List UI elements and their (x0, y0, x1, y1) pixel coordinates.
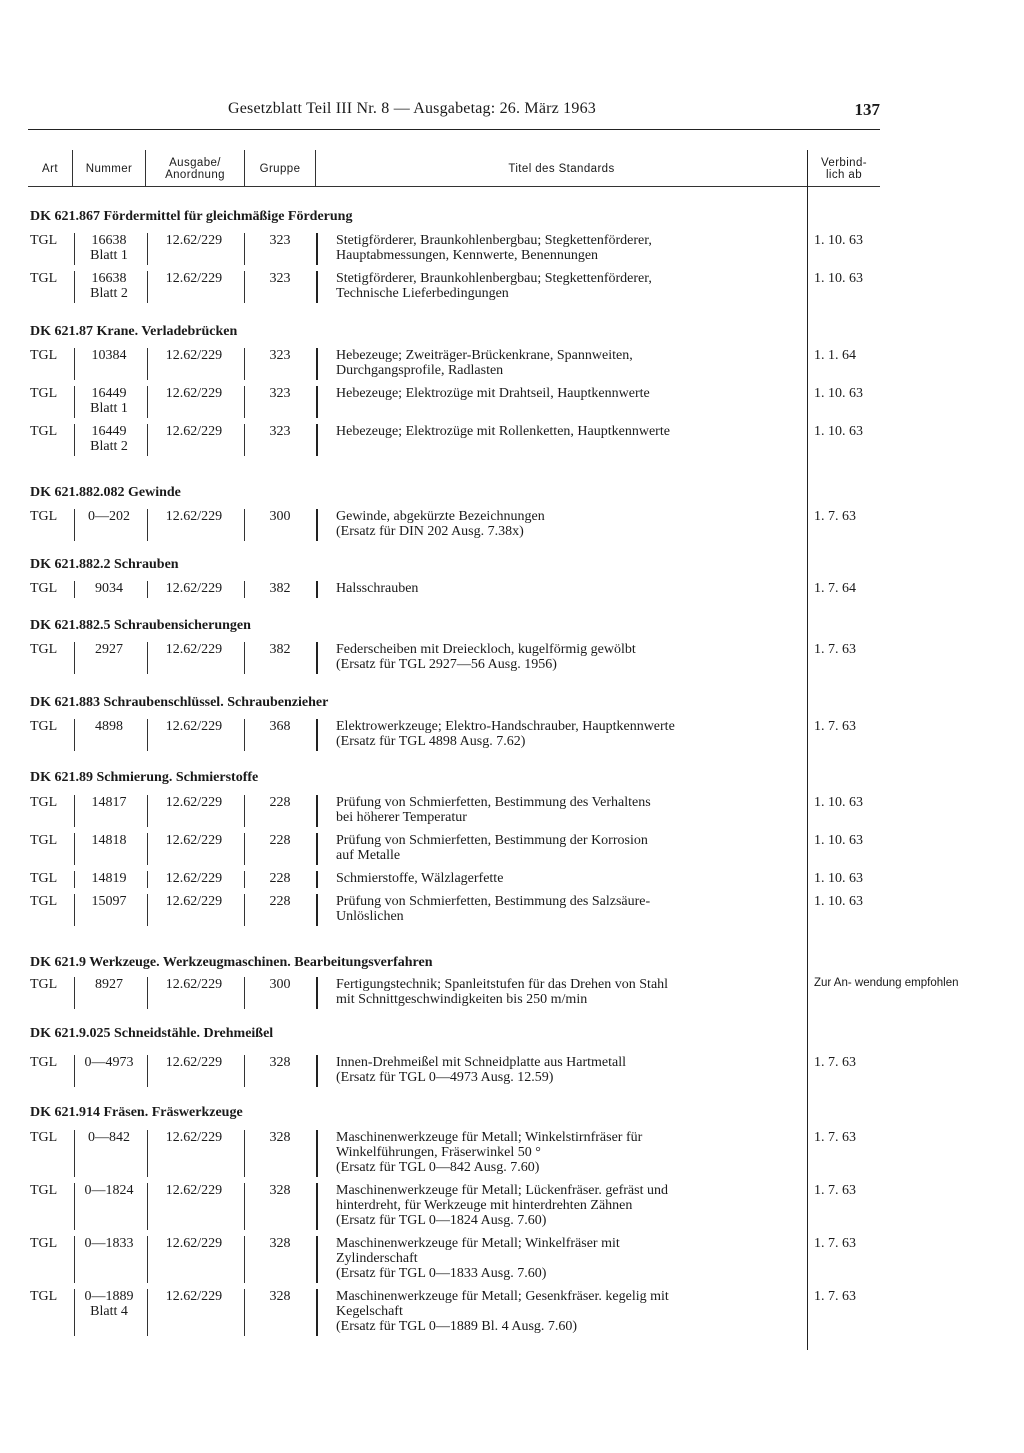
cell-verbindlich: 1. 10. 63 (814, 871, 863, 886)
section-heading: DK 621.9 Werkzeuge. Werkzeugmaschinen. Bearbeitungsverfahren (30, 955, 433, 970)
cell-titel: Stetigförderer, Braunkohlenbergbau; Stegkettenförderer, Technische Lieferbedingungen (336, 271, 652, 301)
column-divider (316, 581, 318, 598)
column-divider (74, 424, 75, 456)
gazette-title: Gesetzblatt Teil III Nr. 8 — Ausgabetag: 26. März 1963 (228, 100, 596, 117)
cell-titel: Prüfung von Schmierfetten, Bestimmung des Salzsäure- Unlöslichen (336, 894, 651, 924)
cell-ausgabe: 12.62/229 (165, 509, 223, 524)
cell-verbindlich: 1. 10. 63 (814, 233, 863, 248)
date-column-rule (807, 150, 808, 1350)
cell-art: TGL (30, 833, 58, 848)
cell-verbindlich: 1. 7. 63 (814, 642, 856, 657)
cell-verbindlich: Zur An- wendung empfohlen (814, 977, 959, 989)
cell-gruppe: 228 (269, 894, 291, 909)
cell-nummer: 0—4973 (84, 1055, 134, 1070)
cell-ausgabe: 12.62/229 (165, 1130, 223, 1145)
cell-art: TGL (30, 1183, 58, 1198)
header-bottom-rule (28, 186, 880, 187)
cell-titel: Hebezeuge; Elektrozüge mit Drahtseil, Hauptkennwerte (336, 386, 650, 401)
cell-art: TGL (30, 424, 58, 439)
column-divider (316, 509, 318, 541)
page-number: 137 (854, 100, 880, 119)
cell-titel: Elektrowerkzeuge; Elektro-Handschrauber, Hauptkennwerte (Ersatz für TGL 4898 Ausg. 7.62) (336, 719, 675, 749)
column-header-art: Art (42, 163, 58, 175)
column-divider (316, 348, 318, 380)
cell-titel: Halsschrauben (336, 581, 419, 596)
section-heading: DK 621.89 Schmierung. Schmierstoffe (30, 770, 259, 785)
column-divider (244, 233, 245, 265)
cell-gruppe: 328 (269, 1055, 291, 1070)
column-divider (147, 1130, 148, 1177)
column-divider (147, 509, 148, 541)
cell-art: TGL (30, 1130, 58, 1145)
column-divider (74, 386, 75, 418)
column-divider (244, 977, 245, 1009)
cell-nummer: 8927 (95, 977, 123, 992)
column-divider (147, 233, 148, 265)
cell-nummer: 16638 Blatt 2 (90, 271, 128, 301)
column-divider (244, 386, 245, 418)
header-rule (28, 129, 880, 130)
cell-verbindlich: 1. 10. 63 (814, 833, 863, 848)
cell-titel: Hebezeuge; Zweiträger-Brückenkrane, Spannweiten, Durchgangsprofile, Radlasten (336, 348, 633, 378)
cell-titel: Maschinenwerkzeuge für Metall; Winkelstirnfräser für Winkelführungen, Fräserwinkel 50 ° (Ersatz für TGL 0—842 Ausg. 7.60) (336, 1130, 643, 1175)
cell-verbindlich: 1. 7. 63 (814, 1130, 856, 1145)
column-divider (74, 1130, 75, 1177)
cell-ausgabe: 12.62/229 (165, 871, 223, 886)
column-divider (244, 271, 245, 303)
cell-art: TGL (30, 271, 58, 286)
column-divider (244, 1236, 245, 1283)
cell-nummer: 9034 (95, 581, 123, 596)
cell-verbindlich: 1. 7. 63 (814, 719, 856, 734)
cell-gruppe: 368 (269, 719, 291, 734)
column-divider (147, 424, 148, 456)
cell-nummer: 16449 Blatt 2 (90, 424, 128, 454)
column-header-ausgabe: Ausgabe/ Anordnung (165, 157, 225, 181)
column-divider (147, 271, 148, 303)
cell-ausgabe: 12.62/229 (165, 719, 223, 734)
cell-gruppe: 323 (269, 424, 291, 439)
column-divider (244, 642, 245, 674)
cell-art: TGL (30, 1236, 58, 1251)
column-divider (147, 1055, 148, 1087)
cell-gruppe: 323 (269, 233, 291, 248)
cell-nummer: 4898 (95, 719, 123, 734)
column-divider (74, 1183, 75, 1230)
cell-nummer: 14818 (91, 833, 127, 848)
cell-gruppe: 382 (269, 581, 291, 596)
column-divider (147, 1289, 148, 1336)
column-divider (316, 1183, 318, 1230)
column-divider (74, 1289, 75, 1336)
column-divider (316, 1055, 318, 1087)
cell-ausgabe: 12.62/229 (165, 977, 223, 992)
cell-titel: Schmierstoffe, Wälzlagerfette (336, 871, 504, 886)
cell-nummer: 0—202 (88, 509, 130, 524)
column-divider (316, 271, 318, 303)
column-divider (244, 581, 245, 598)
cell-gruppe: 300 (269, 509, 291, 524)
cell-gruppe: 323 (269, 348, 291, 363)
cell-titel: Prüfung von Schmierfetten, Bestimmung der Korrosion auf Metalle (336, 833, 648, 863)
cell-titel: Maschinenwerkzeuge für Metall; Lückenfräser. gefräst und hinterdreht, für Werkzeuge mit hinterdrehten Zähnen (Ersatz für TGL 0—1824 Ausg. 7.60) (336, 1183, 668, 1228)
cell-gruppe: 300 (269, 977, 291, 992)
cell-verbindlich: 1. 10. 63 (814, 894, 863, 909)
section-heading: DK 621.883 Schraubenschlüssel. Schraubenzieher (30, 695, 329, 710)
cell-ausgabe: 12.62/229 (165, 1236, 223, 1251)
cell-art: TGL (30, 386, 58, 401)
cell-titel: Maschinenwerkzeuge für Metall; Winkelfräser mit Zylinderschaft (Ersatz für TGL 0—1833 Ausg. 7.60) (336, 1236, 620, 1281)
cell-nummer: 16449 Blatt 1 (90, 386, 128, 416)
cell-nummer: 0—1833 (84, 1236, 134, 1251)
column-divider (244, 1130, 245, 1177)
column-divider (316, 894, 318, 926)
cell-nummer: 0—1889 Blatt 4 (84, 1289, 134, 1319)
cell-titel: Gewinde, abgekürzte Bezeichnungen (Ersatz für DIN 202 Ausg. 7.38x) (336, 509, 545, 539)
cell-gruppe: 323 (269, 386, 291, 401)
cell-gruppe: 228 (269, 871, 291, 886)
column-divider (147, 348, 148, 380)
column-divider (316, 424, 318, 456)
column-divider (74, 833, 75, 865)
cell-titel: Fertigungstechnik; Spanleitstufen für das Drehen von Stahl mit Schnittgeschwindigkeiten bis 250 m/min (336, 977, 669, 1007)
column-divider (74, 509, 75, 541)
column-divider (74, 894, 75, 926)
cell-art: TGL (30, 1289, 58, 1304)
cell-gruppe: 228 (269, 795, 291, 810)
cell-ausgabe: 12.62/229 (165, 795, 223, 810)
cell-nummer: 14819 (91, 871, 127, 886)
cell-ausgabe: 12.62/229 (165, 424, 223, 439)
column-divider (316, 977, 318, 1009)
cell-verbindlich: 1. 7. 63 (814, 509, 856, 524)
column-divider (147, 386, 148, 418)
column-divider (74, 348, 75, 380)
column-divider (74, 1055, 75, 1087)
column-divider (74, 581, 75, 598)
column-divider (147, 795, 148, 827)
cell-titel: Prüfung von Schmierfetten, Bestimmung des Verhaltens bei höherer Temperatur (336, 795, 651, 825)
column-header-nummer: Nummer (85, 163, 133, 175)
column-divider (244, 871, 245, 888)
section-heading: DK 621.87 Krane. Verladebrücken (30, 324, 238, 339)
cell-titel: Stetigförderer, Braunkohlenbergbau; Stegkettenförderer, Hauptabmessungen, Kennwerte, Benennungen (336, 233, 652, 263)
cell-verbindlich: 1. 10. 63 (814, 271, 863, 286)
cell-art: TGL (30, 871, 58, 886)
cell-titel: Maschinenwerkzeuge für Metall; Gesenkfräser. kegelig mit Kegelschaft (Ersatz für TGL 0—1889 Bl. 4 Ausg. 7.60) (336, 1289, 669, 1334)
page-header (28, 100, 880, 124)
cell-ausgabe: 12.62/229 (165, 386, 223, 401)
column-divider (244, 509, 245, 541)
cell-verbindlich: 1. 7. 64 (814, 581, 856, 596)
cell-art: TGL (30, 719, 58, 734)
cell-nummer: 0—842 (88, 1130, 130, 1145)
column-divider (316, 1130, 318, 1177)
column-divider (74, 271, 75, 303)
column-divider (244, 348, 245, 380)
column-divider (147, 894, 148, 926)
cell-ausgabe: 12.62/229 (165, 581, 223, 596)
cell-ausgabe: 12.62/229 (165, 348, 223, 363)
cell-nummer: 2927 (95, 642, 123, 657)
cell-gruppe: 382 (269, 642, 291, 657)
cell-ausgabe: 12.62/229 (165, 1289, 223, 1304)
column-divider (74, 1236, 75, 1283)
cell-nummer: 16638 Blatt 1 (90, 233, 128, 263)
cell-verbindlich: 1. 1. 64 (814, 348, 856, 363)
section-heading: DK 621.882.2 Schrauben (30, 557, 179, 572)
column-divider (147, 1183, 148, 1230)
column-divider (147, 642, 148, 674)
column-header-gruppe: Gruppe (259, 163, 301, 175)
cell-titel: Hebezeuge; Elektrozüge mit Rollenketten, Hauptkennwerte (336, 424, 670, 439)
column-divider (74, 642, 75, 674)
cell-ausgabe: 12.62/229 (165, 1183, 223, 1198)
column-divider (244, 833, 245, 865)
column-divider (74, 719, 75, 751)
cell-gruppe: 228 (269, 833, 291, 848)
cell-art: TGL (30, 642, 58, 657)
column-divider (316, 833, 318, 865)
column-divider (316, 1289, 318, 1336)
cell-nummer: 0—1824 (84, 1183, 134, 1198)
column-divider (316, 1236, 318, 1283)
column-divider (244, 1289, 245, 1336)
cell-ausgabe: 12.62/229 (165, 642, 223, 657)
cell-verbindlich: 1. 7. 63 (814, 1236, 856, 1251)
cell-gruppe: 328 (269, 1236, 291, 1251)
column-divider (244, 894, 245, 926)
column-divider (147, 581, 148, 598)
section-heading: DK 621.9.025 Schneidstähle. Drehmeißel (30, 1026, 274, 1041)
column-divider (244, 424, 245, 456)
cell-gruppe: 323 (269, 271, 291, 286)
cell-ausgabe: 12.62/229 (165, 1055, 223, 1070)
column-header-verbindlich: Verbind- lich ab (820, 157, 868, 181)
cell-gruppe: 328 (269, 1289, 291, 1304)
column-header-titel: Titel des Standards (508, 163, 615, 175)
column-divider (244, 1055, 245, 1087)
column-divider (316, 233, 318, 265)
cell-art: TGL (30, 795, 58, 810)
section-heading: DK 621.882.5 Schraubensicherungen (30, 618, 251, 633)
column-divider (74, 233, 75, 265)
cell-verbindlich: 1. 7. 63 (814, 1055, 856, 1070)
column-divider (147, 1236, 148, 1283)
cell-art: TGL (30, 1055, 58, 1070)
cell-verbindlich: 1. 7. 63 (814, 1289, 856, 1304)
cell-verbindlich: 1. 7. 63 (814, 1183, 856, 1198)
column-divider (147, 977, 148, 1009)
column-divider (244, 1183, 245, 1230)
cell-ausgabe: 12.62/229 (165, 894, 223, 909)
column-divider (147, 871, 148, 888)
column-divider (74, 977, 75, 1009)
cell-ausgabe: 12.62/229 (165, 833, 223, 848)
cell-art: TGL (30, 233, 58, 248)
cell-verbindlich: 1. 10. 63 (814, 424, 863, 439)
cell-verbindlich: 1. 10. 63 (814, 386, 863, 401)
section-heading: DK 621.914 Fräsen. Fräswerkzeuge (30, 1105, 243, 1120)
cell-titel: Innen-Drehmeißel mit Schneidplatte aus Hartmetall (Ersatz für TGL 0—4973 Ausg. 12.59) (336, 1055, 627, 1085)
column-divider (316, 795, 318, 827)
column-divider (244, 795, 245, 827)
cell-art: TGL (30, 348, 58, 363)
cell-nummer: 10384 (91, 348, 127, 363)
column-divider (316, 386, 318, 418)
cell-verbindlich: 1. 10. 63 (814, 795, 863, 810)
cell-gruppe: 328 (269, 1130, 291, 1145)
column-divider (316, 719, 318, 751)
cell-art: TGL (30, 977, 58, 992)
section-heading: DK 621.867 Fördermittel für gleichmäßige Förderung (30, 209, 353, 224)
column-divider (147, 833, 148, 865)
column-divider (316, 871, 318, 888)
column-divider (244, 719, 245, 751)
cell-art: TGL (30, 894, 58, 909)
cell-titel: Federscheiben mit Dreieckloch, kugelförmig gewölbt (Ersatz für TGL 2927—56 Ausg. 1956) (336, 642, 636, 672)
cell-art: TGL (30, 581, 58, 596)
cell-ausgabe: 12.62/229 (165, 271, 223, 286)
column-divider (74, 871, 75, 888)
column-divider (147, 719, 148, 751)
cell-nummer: 15097 (91, 894, 127, 909)
column-divider (74, 795, 75, 827)
cell-ausgabe: 12.62/229 (165, 233, 223, 248)
column-divider (316, 642, 318, 674)
cell-gruppe: 328 (269, 1183, 291, 1198)
cell-art: TGL (30, 509, 58, 524)
section-heading: DK 621.882.082 Gewinde (30, 485, 181, 500)
cell-nummer: 14817 (91, 795, 127, 810)
